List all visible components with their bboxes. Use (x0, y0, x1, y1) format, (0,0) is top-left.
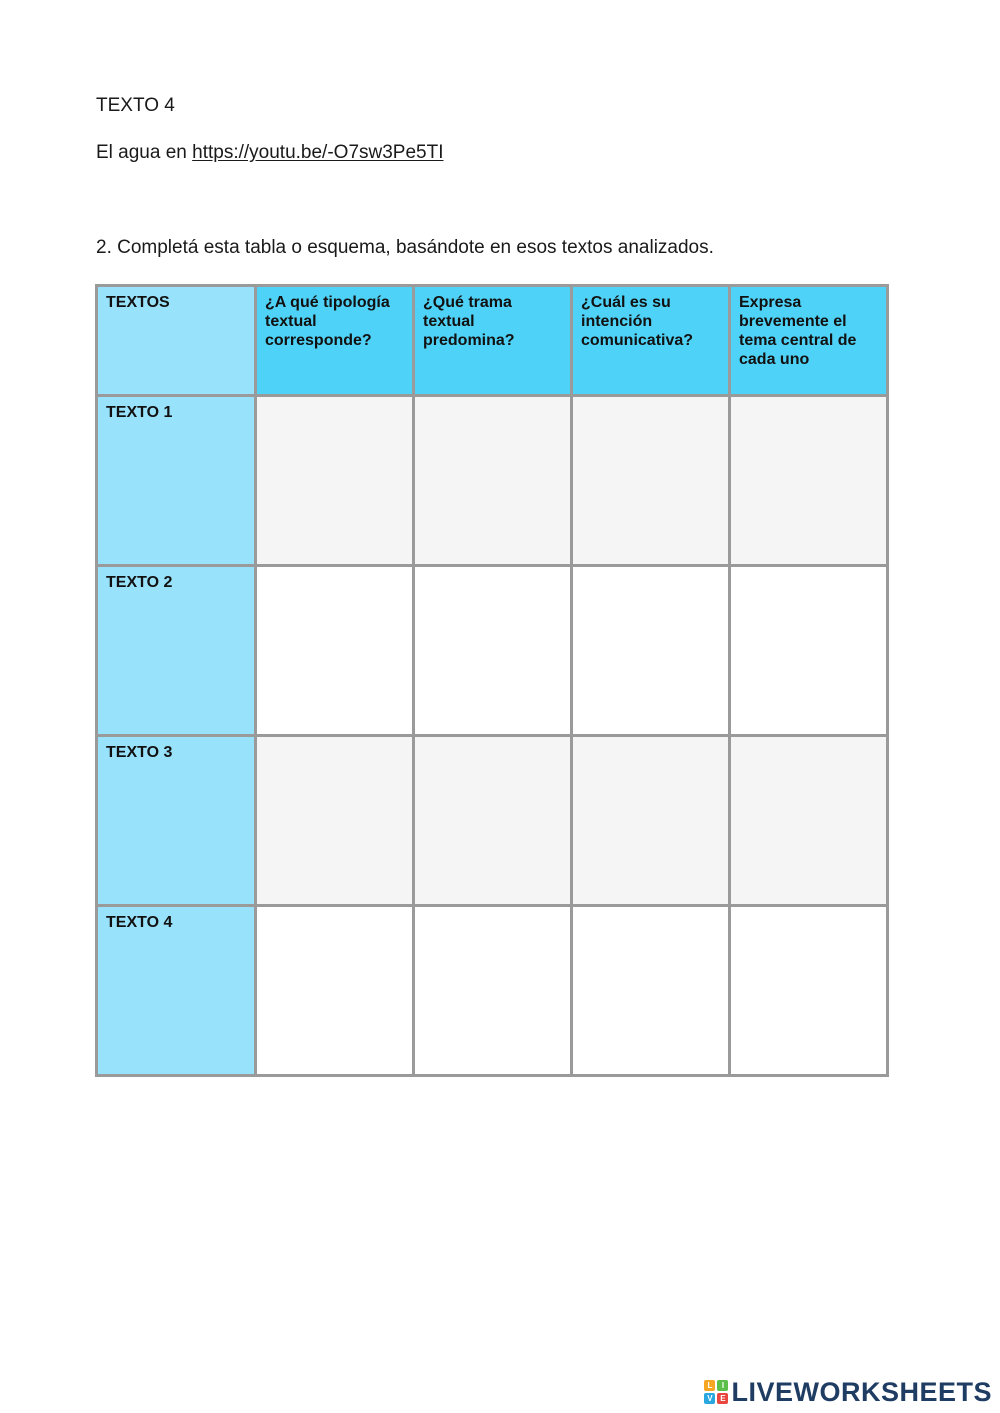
answer-cell[interactable] (256, 396, 414, 566)
answer-cell[interactable] (572, 396, 730, 566)
analysis-table (95, 284, 889, 1077)
table-row (97, 906, 888, 1076)
answer-cell[interactable] (414, 906, 572, 1076)
instruction-text: 2. Completá esta tabla o esquema, basándote en esos textos analizados. (96, 237, 714, 258)
video-reference (96, 141, 444, 165)
table-row (97, 396, 888, 566)
answer-cell[interactable] (572, 736, 730, 906)
brand-name: LIVEWORKSHEETS (731, 1377, 992, 1407)
answer-cell[interactable] (572, 566, 730, 736)
logo-tile: I (717, 1380, 728, 1391)
table-header-row (97, 286, 888, 396)
logo-tile: L (704, 1380, 715, 1391)
section-heading: TEXTO 4 (96, 95, 175, 116)
answer-cell[interactable] (730, 736, 888, 906)
answer-cell[interactable] (414, 566, 572, 736)
row-label: TEXTO 1 (97, 396, 256, 566)
column-header-trama: ¿Qué trama textual predomina? (414, 286, 572, 396)
logo-tile: E (717, 1393, 728, 1404)
liveworksheets-logo-icon (704, 1380, 728, 1404)
table-row (97, 736, 888, 906)
table-row (97, 566, 888, 736)
row-label: TEXTO 3 (97, 736, 256, 906)
corner-header: TEXTOS (97, 286, 256, 396)
row-label: TEXTO 4 (97, 906, 256, 1076)
liveworksheets-brand (704, 1377, 992, 1407)
column-header-tipologia: ¿A qué tipología textual corresponde? (256, 286, 414, 396)
video-link[interactable]: https://youtu.be/-O7sw3Pe5TI (192, 142, 444, 163)
logo-tile: V (704, 1393, 715, 1404)
answer-cell[interactable] (414, 736, 572, 906)
answer-cell[interactable] (256, 906, 414, 1076)
video-prefix: El agua en (96, 142, 193, 163)
column-header-intencion: ¿Cuál es su intención comunicativa? (572, 286, 730, 396)
answer-cell[interactable] (730, 566, 888, 736)
answer-cell[interactable] (256, 736, 414, 906)
answer-cell[interactable] (572, 906, 730, 1076)
answer-cell[interactable] (730, 396, 888, 566)
answer-cell[interactable] (414, 396, 572, 566)
column-header-tema: Expresa brevemente el tema central de cada uno (730, 286, 888, 396)
answer-cell[interactable] (730, 906, 888, 1076)
answer-cell[interactable] (256, 566, 414, 736)
row-label: TEXTO 2 (97, 566, 256, 736)
